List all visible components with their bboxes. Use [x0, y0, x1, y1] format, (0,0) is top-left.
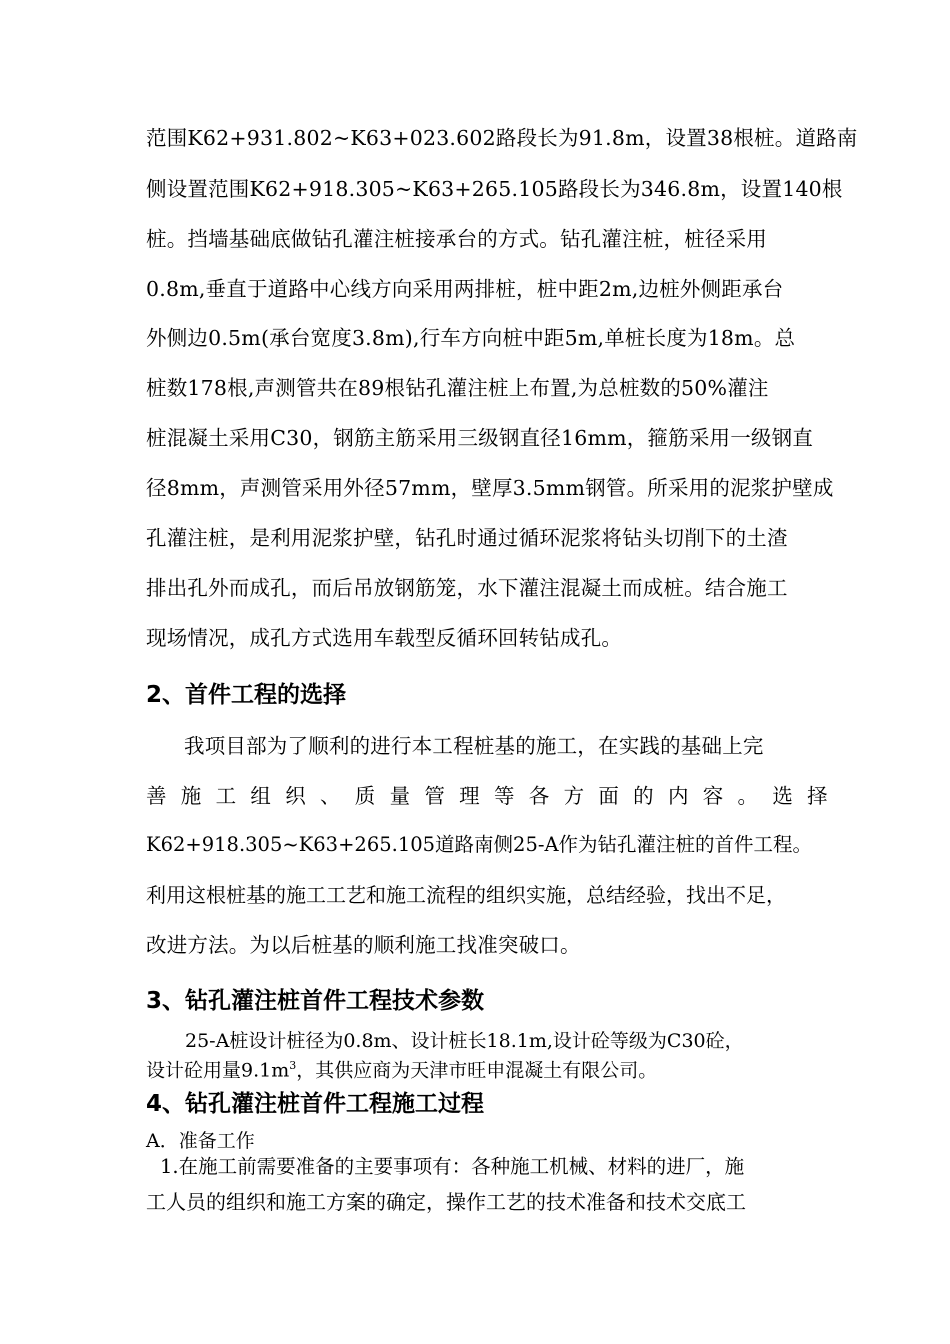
- text-line: 孔灌注桩，是利用泥浆护壁，钻孔时通过循环泥浆将钻头切削下的土渣: [146, 526, 788, 550]
- text-line: 侧设置范围K62+918.305~K63+265.105路段长为346.8m，设置140根: [146, 177, 843, 201]
- char: 织: [285, 784, 306, 808]
- char: 质: [354, 784, 376, 808]
- text-line: 桩。挡墙基础底做钻孔灌注桩接承台的方式。钻孔灌注桩，桩径采用: [146, 227, 767, 251]
- char: 施: [180, 784, 202, 808]
- section-heading-2: 2、首件工程的选择: [146, 682, 347, 708]
- text-line: 外侧边0.5m(承台宽度3.8m),行车方向桩中距5m,单桩长度为18m。总: [146, 326, 796, 350]
- text-line: 改进方法。为以后桩基的顺利施工找准突破口。: [146, 933, 581, 957]
- text-line: 1.在施工前需要准备的主要事项有：各种施工机械、材料的进厂，施: [160, 1155, 745, 1178]
- char: 各: [528, 784, 550, 808]
- text-line: 范围K62+931.802~K63+023.602路段长为91.8m，设置38根桩。道路南: [146, 126, 858, 150]
- char: 内: [667, 784, 689, 808]
- text-line: 工人员的组织和施工方案的确定，操作工艺的技术准备和技术交底工: [146, 1190, 746, 1214]
- text-line: 0.8m,垂直于道路中心线方向采用两排桩，桩中距2m,边桩外侧距承台: [146, 277, 784, 301]
- text-line: 25-A桩设计桩径为0.8m、设计桩长18.1m,设计砼等级为C30砼，: [185, 1030, 744, 1052]
- char: 管: [424, 784, 446, 808]
- char: 容: [702, 784, 724, 808]
- char: 择: [807, 784, 828, 808]
- text-line: K62+918.305~K63+265.105道路南侧25-A作为钻孔灌注桩的首件工程。: [146, 833, 813, 856]
- char: 善: [146, 784, 167, 808]
- text-line: 排出孔外而成孔，而后吊放钢筋笼，水下灌注混凝土而成桩。结合施工: [146, 576, 788, 600]
- char: 。: [737, 784, 759, 808]
- text-line: 现场情况，成孔方式选用车载型反循环回转钻成孔。: [146, 626, 623, 650]
- char: 组: [250, 784, 272, 808]
- text-fragment: 设计砼用量9.1m: [146, 1059, 290, 1082]
- section-heading-4: 4、钻孔灌注桩首件工程施工过程: [146, 1091, 485, 1117]
- text-line: 径8mm，声测管采用外径57mm，壁厚3.5mm钢管。所采用的泥浆护壁成: [146, 476, 834, 500]
- char: 工: [215, 784, 237, 808]
- char: 选: [772, 784, 794, 808]
- char: 量: [389, 784, 411, 808]
- char: 、: [319, 784, 341, 808]
- section-heading-3: 3、钻孔灌注桩首件工程技术参数: [146, 988, 485, 1014]
- char: 方: [563, 784, 585, 808]
- superscript: 3: [289, 1059, 297, 1072]
- char: 的: [633, 784, 654, 808]
- text-line: [146, 1054, 657, 1082]
- text-fragment: ，其供应商为天津市旺申混凝土有限公司。: [296, 1059, 658, 1082]
- text-line: 桩混凝土采用C30，钢筋主筋采用三级钢直径16mm，箍筋采用一级钢直: [146, 426, 814, 450]
- char: 理: [459, 784, 480, 808]
- subheading-a: A．准备工作: [146, 1130, 255, 1152]
- char: 等: [493, 784, 515, 808]
- text-line: 我项目部为了顺利的进行本工程桩基的施工，在实践的基础上完: [184, 734, 764, 758]
- char: 面: [598, 784, 620, 808]
- text-line: 桩数178根,声测管共在89根钻孔灌注桩上布置,为总桩数的50%灌注: [146, 376, 769, 400]
- text-line: 利用这根桩基的施工工艺和施工流程的组织实施，总结经验，找出不足，: [146, 883, 786, 907]
- text-line-justified: [146, 783, 828, 809]
